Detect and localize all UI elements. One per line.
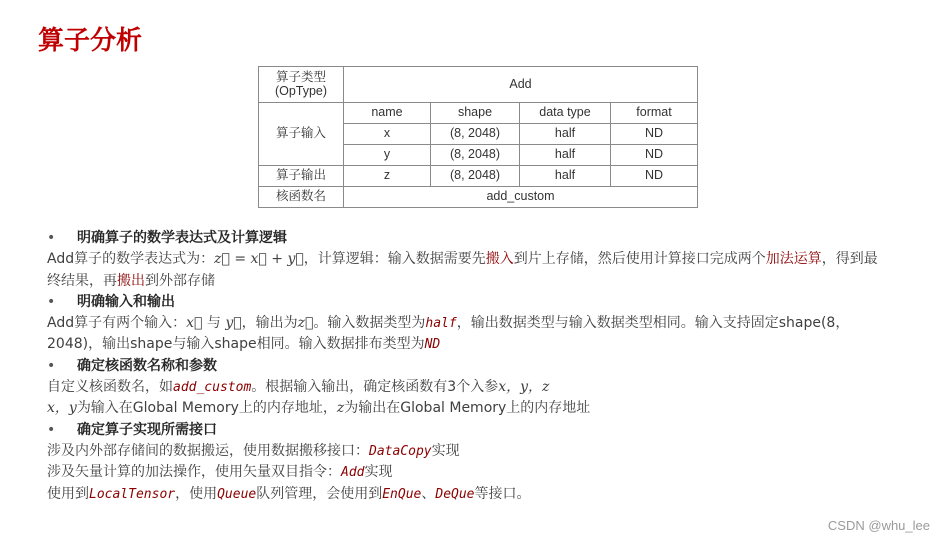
text: 自定义核函数名，如 [47,379,173,396]
column-header: data type [520,103,611,124]
section-heading [47,356,917,377]
text: 实现 [431,442,460,459]
text: ，输出数据类型与输入数据类型相同。输入支持固定shape(8， [456,315,850,332]
text: 实现 [364,464,393,481]
highlight-text: 加法运算 [765,251,822,268]
code-text: Add [341,465,365,481]
text: ，输出为 [241,315,298,332]
heading-text: 明确算子的数学表达式及计算逻辑 [77,230,287,246]
table-row [259,166,698,187]
kernel-value: add_custom [344,187,698,208]
paragraph-line [47,462,917,483]
math-expression: z⃗ = x⃗ + y⃗ [214,251,304,268]
table-cell: ND [611,124,698,145]
paragraph-line [47,249,917,270]
text: 、 [421,485,436,502]
paragraph-line [47,271,917,292]
table-cell: half [520,124,611,145]
output-label: 算子输出 [259,166,344,187]
text: 到外部存储 [145,272,215,289]
text: 使用到 [47,485,89,502]
math-symbol: z⃗ [297,315,314,332]
heading-text: 确定算子实现所需接口 [77,421,217,438]
page-title: 算子分析 [38,26,143,56]
code-text: DataCopy [369,443,432,459]
paragraph-line [47,313,917,334]
bullet: • [47,421,56,438]
math-symbol: z [336,400,345,417]
bullet: • [47,357,56,374]
heading-text: 确定核函数名称和参数 [77,357,217,374]
heading-text: 明确输入和输出 [77,293,175,310]
paragraph-line [47,398,917,419]
code-text: add_custom [173,380,252,396]
bullet: • [47,293,56,310]
text: 。输入数据类型为 [313,315,426,332]
text: 到片上存储，然后使用计算接口完成两个 [513,251,766,268]
text: 为输入在Global Memory上的内存地址， [76,400,337,417]
text: Add算子有两个输入： [47,315,187,332]
table-cell: z [344,166,431,187]
math-symbol: x，y，z [498,379,550,396]
op-type-label: 算子类型 (OpType) [259,67,344,103]
text: ，得到最 [821,251,878,268]
section-heading [47,292,917,313]
code-text: EnQue [382,486,422,502]
code-text: DeQue [435,486,475,502]
text: Add算子的数学表达式为： [47,251,215,268]
highlight-text: 搬入 [485,251,514,268]
text: 等接口。 [474,485,531,502]
table-cell: half [520,166,611,187]
table-cell: (8, 2048) [431,145,520,166]
table-cell: ND [611,145,698,166]
paragraph-line [47,441,917,462]
text: ，使用 [175,485,218,502]
section-heading [47,228,917,249]
column-header: name [344,103,431,124]
bullet: • [47,230,56,246]
column-header: format [611,103,698,124]
watermark: CSDN @whu_lee [827,518,930,533]
code-text: half [425,316,457,332]
op-type-value: Add [344,67,698,103]
content-body [47,228,917,505]
table-cell: ND [611,166,698,187]
input-label: 算子输入 [259,103,344,166]
paragraph-line [47,334,917,355]
math-symbol: x⃗ [186,315,203,332]
paragraph-line [47,484,917,505]
kernel-label: 核函数名 [259,187,344,208]
text: 。根据输入输出，确定核函数有3个入参 [251,379,499,396]
code-text: ND [424,337,441,353]
operator-table [258,66,698,208]
text: 2048)，输出shape与输入shape相同。输入数据排布类型为 [47,336,425,353]
math-symbol: x，y [47,400,77,417]
text: 涉及内外部存储间的数据搬运，使用数据搬移接口： [47,442,369,459]
paragraph-line [47,377,917,398]
table-cell: (8, 2048) [431,166,520,187]
column-header: shape [431,103,520,124]
table-cell: (8, 2048) [431,124,520,145]
text: 终结果，再 [47,272,117,289]
code-text: LocalTensor [89,486,176,502]
table-cell: half [520,145,611,166]
highlight-text: 搬出 [117,272,145,289]
text: 涉及矢量计算的加法操作，使用矢量双目指令： [47,464,341,481]
text: 为输出在Global Memory上的内存地址 [344,400,591,417]
math-symbol: y⃗ [225,315,242,332]
text: 队列管理，会使用到 [256,485,383,502]
text: ，计算逻辑：输入数据需要先 [303,251,486,268]
text: 与 [202,315,226,332]
table-cell: y [344,145,431,166]
code-text: Queue [217,486,257,502]
section-heading [47,420,917,441]
table-cell: x [344,124,431,145]
